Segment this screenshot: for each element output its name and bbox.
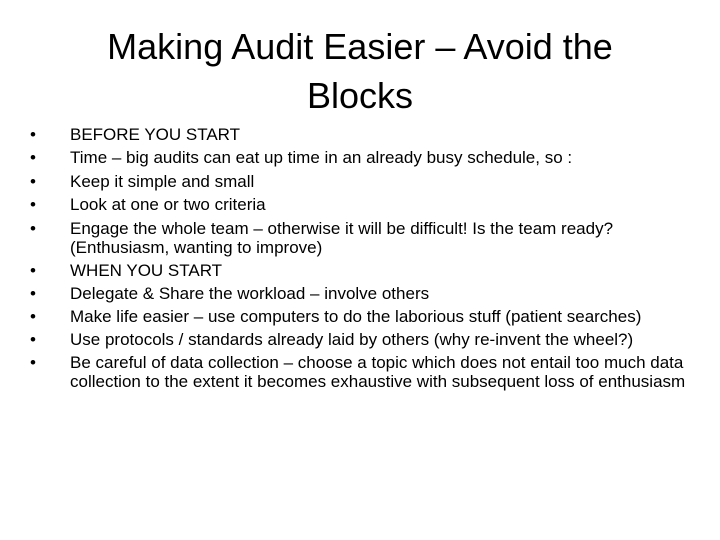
bullet-list	[30, 125, 695, 395]
bullet-item	[30, 148, 695, 168]
bullet-text: Be careful of data collection – choose a topic which does not entail too much data collection to the extent it becomes exhaustive with subsequent loss of enthusiasm	[70, 352, 686, 392]
bullet-text: Keep it simple and small	[70, 171, 255, 191]
bullet-item	[30, 172, 695, 192]
bullet-dot-icon: •	[30, 195, 36, 215]
bullet-text: Use protocols / standards already laid by others (why re-invent the wheel?)	[70, 329, 634, 349]
bullet-dot-icon: •	[30, 352, 36, 372]
bullet-dot-icon: •	[30, 306, 36, 326]
slide-title	[30, 22, 690, 120]
slide-title-line-1: Making Audit Easier – Avoid the	[107, 26, 613, 67]
bullet-item	[30, 261, 695, 281]
bullet-dot-icon: •	[30, 261, 36, 281]
bullet-item	[30, 307, 695, 327]
bullet-item	[30, 330, 695, 350]
bullet-dot-icon: •	[30, 125, 36, 144]
bullet-item	[30, 195, 695, 215]
bullet-text: Time – big audits can eat up time in an already busy schedule, so :	[70, 148, 573, 168]
bullet-text: Look at one or two criteria	[70, 195, 266, 215]
bullet-item	[30, 219, 695, 258]
bullet-item	[30, 353, 695, 392]
bullet-dot-icon: •	[30, 218, 36, 238]
bullet-dot-icon: •	[30, 171, 36, 191]
bullet-text: Make life easier – use computers to do the laborious stuff (patient searches)	[70, 306, 642, 326]
bullet-text: BEFORE YOU START	[70, 125, 241, 144]
bullet-text: Engage the whole team – otherwise it will be difficult! Is the team ready? (Enthusiasm, wanting to improve)	[70, 218, 614, 258]
bullet-dot-icon: •	[30, 148, 36, 168]
bullet-text: WHEN YOU START	[70, 261, 223, 281]
bullet-item	[30, 284, 695, 304]
bullet-dot-icon: •	[30, 329, 36, 349]
bullet-dot-icon: •	[30, 283, 36, 303]
bullet-text: Delegate & Share the workload – involve others	[70, 283, 430, 303]
slide-title-line-2: Blocks	[306, 75, 414, 116]
bullet-item	[30, 125, 695, 145]
